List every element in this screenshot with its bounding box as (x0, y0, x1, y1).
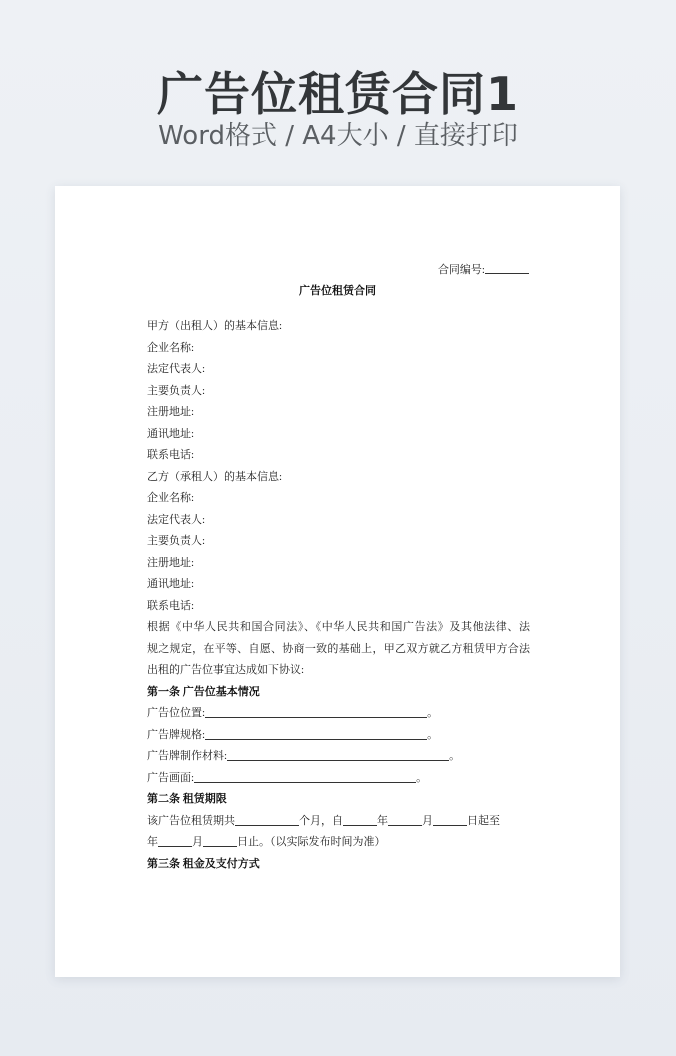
party-b-principal: 主要负责人: (147, 535, 206, 547)
end-month-blank (158, 834, 192, 847)
lease-term-line-1 (147, 811, 530, 833)
lease-term-text-5: 日起至 (467, 814, 500, 827)
ad-location-line (147, 703, 530, 725)
billboard-material-end: 。 (449, 750, 461, 762)
billboard-material-line (147, 746, 530, 768)
preamble-line-3: 出租的广告位事宜达成如下协议: (147, 664, 305, 676)
ad-artwork-line (147, 768, 530, 790)
article-1-heading: 第一条 广告位基本情况 (147, 685, 260, 698)
start-day-blank (433, 813, 467, 826)
lease-term-text-4: 月 (422, 814, 433, 827)
contract-number-blank (485, 262, 529, 274)
billboard-material-blank (227, 748, 449, 761)
contract-number (438, 262, 529, 277)
billboard-size-line (147, 725, 530, 747)
lease-months-blank (235, 813, 299, 826)
start-month-blank (388, 813, 422, 826)
ad-artwork-blank (194, 770, 416, 783)
ad-artwork-end: 。 (416, 771, 428, 784)
preamble-line-2: 规之规定，在平等、自愿、协商一致的基础上，甲乙双方就乙方租赁甲方合法 (147, 642, 530, 655)
ad-artwork-label: 广告画面: (147, 771, 195, 784)
party-a-registered-address: 注册地址: (147, 406, 195, 418)
end-day-blank (203, 834, 237, 847)
billboard-material-label: 广告牌制作材料: (147, 750, 228, 762)
party-a-heading: 甲方（出租人）的基本信息: (147, 320, 283, 332)
lease-term-line-2 (147, 832, 530, 854)
billboard-size-label: 广告牌规格: (147, 728, 206, 741)
lease-term-text-3: 年 (377, 814, 388, 827)
ad-location-label: 广告位位置: (147, 707, 206, 719)
banner-subtitle: Word格式 / A4大小 / 直接打印 (158, 121, 518, 151)
start-year-blank (343, 813, 377, 826)
party-b-phone: 联系电话: (147, 599, 195, 612)
party-a-legal-representative: 法定代表人: (147, 363, 206, 375)
lease-term-text-6: 年 (147, 836, 158, 848)
party-a-company-name: 企业名称: (147, 341, 195, 354)
lease-term-text-2: 个月，自 (299, 814, 343, 827)
ad-location-blank (205, 705, 427, 718)
ad-location-end: 。 (427, 707, 439, 719)
document-page (55, 186, 620, 977)
document-body (147, 316, 530, 875)
party-b-company-name: 企业名称: (147, 492, 195, 504)
article-2-heading: 第二条 租赁期限 (147, 793, 227, 805)
party-b-legal-representative: 法定代表人: (147, 513, 206, 526)
party-a-mailing-address: 通讯地址: (147, 427, 195, 440)
lease-term-text-8: 日止。（以实际发布时间为准） (237, 836, 386, 848)
article-3-heading: 第三条 租金及支付方式 (147, 857, 260, 870)
billboard-size-blank (205, 727, 427, 740)
lease-term-text-1: 该广告位租赁期共 (147, 814, 235, 827)
billboard-size-end: 。 (427, 728, 439, 741)
contract-number-label: 合同编号: (437, 264, 485, 276)
party-b-registered-address: 注册地址: (147, 556, 195, 569)
party-a-principal: 主要负责人: (147, 384, 206, 397)
document-title: 广告位租赁合同 (299, 285, 376, 297)
preamble-line-1: 根据《中华人民共和国合同法》、《中华人民共和国广告法》及其他法律、法 (147, 621, 530, 633)
party-b-heading: 乙方（承租人）的基本信息: (147, 470, 283, 483)
party-b-mailing-address: 通讯地址: (147, 578, 195, 590)
banner-title: 广告位租赁合同1 (156, 67, 519, 121)
lease-term-text-7: 月 (192, 836, 203, 848)
party-a-phone: 联系电话: (147, 449, 195, 461)
